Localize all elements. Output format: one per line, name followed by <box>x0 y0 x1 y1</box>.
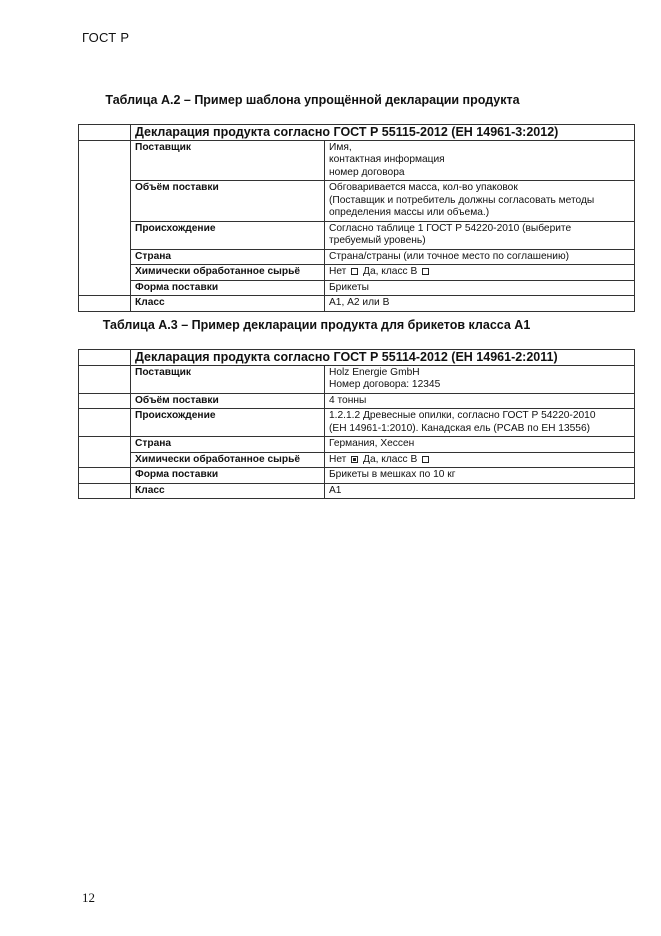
form-label: Форма поставки <box>131 280 325 296</box>
table-a3 <box>78 349 635 499</box>
checkbox-yes[interactable] <box>422 268 429 275</box>
volume-value: 4 тонны <box>325 393 635 409</box>
table-a3-corner <box>79 350 131 366</box>
form-value: Брикеты в мешках по 10 кг <box>325 468 635 484</box>
table-a2 <box>78 124 635 312</box>
chem-yes-text: Да, класс В <box>363 266 418 277</box>
supplier-line: Номер договора: 12345 <box>329 379 441 390</box>
table-a3-left-cell <box>79 437 131 468</box>
supplier-line: Имя, <box>329 141 352 153</box>
document-header: ГОСТ Р <box>82 30 130 45</box>
class-value: А1 <box>325 483 635 499</box>
origin-value <box>325 409 635 437</box>
form-label: Форма поставки <box>131 468 325 484</box>
chem-label: Химически обработанное сырьё <box>131 452 325 468</box>
table-a3-left-cell <box>79 468 131 484</box>
page-number: 12 <box>82 890 95 905</box>
table-a2-left-column-bottom <box>79 296 131 312</box>
country-value: Страна/страны (или точное место по соглашению) <box>325 249 635 265</box>
supplier-label: Поставщик <box>131 365 325 393</box>
origin-label: Происхождение <box>131 409 325 437</box>
country-value: Германия, Хессен <box>325 437 635 453</box>
table-a3-heading: Декларация продукта согласно ГОСТ Р 55114-2012 (ЕН 14961-2:2011) <box>131 350 635 366</box>
class-label: Класс <box>131 483 325 499</box>
volume-line: (Поставщик и потребитель должны согласовать методы <box>329 194 595 206</box>
table-a2-corner <box>79 125 131 141</box>
chem-no-text: Нет <box>329 266 347 277</box>
supplier-label: Поставщик <box>131 140 325 181</box>
checkbox-yes[interactable] <box>422 456 429 463</box>
supplier-value <box>325 365 635 393</box>
chem-yes-text: Да, класс В <box>363 453 418 465</box>
checkbox-no[interactable] <box>351 268 358 275</box>
table-a3-left-cell <box>79 365 131 393</box>
table-a3-left-cell <box>79 409 131 437</box>
chem-no-text: Нет <box>329 453 347 465</box>
table-a2-heading: Декларация продукта согласно ГОСТ Р 55115-2012 (ЕН 14961-3:2012) <box>131 125 635 141</box>
table-a2-caption: Таблица А.2 – Пример шаблона упрощённой декларации продукта <box>105 93 520 107</box>
origin-value <box>325 221 635 249</box>
class-value: А1, А2 или В <box>325 296 635 312</box>
volume-label: Объём поставки <box>131 181 325 222</box>
origin-line: (ЕН 14961-1:2010). Канадская ель (PCAB по ЕН 13556) <box>329 422 591 434</box>
supplier-line: Holz Energie GmbH <box>329 366 420 378</box>
class-label: Класс <box>131 296 325 312</box>
table-a3-left-cell <box>79 393 131 409</box>
country-label: Страна <box>131 249 325 265</box>
table-a2-left-column <box>79 140 131 296</box>
table-a3-left-cell <box>79 483 131 499</box>
supplier-line: контактная информация <box>329 154 445 165</box>
checkbox-no[interactable] <box>351 456 358 463</box>
form-value: Брикеты <box>325 280 635 296</box>
supplier-value <box>325 140 635 181</box>
origin-line: 1.2.1.2 Древесные опилки, согласно ГОСТ Р 54220-2010 <box>329 410 596 421</box>
origin-line: Согласно таблице 1 ГОСТ Р 54220-2010 (выберите <box>329 222 572 234</box>
table-a3-caption: Таблица А.3 – Пример декларации продукта для брикетов класса А1 <box>102 318 531 332</box>
volume-line: Обговаривается масса, кол-во упаковок <box>329 182 518 193</box>
volume-value <box>325 181 635 222</box>
volume-line: определения массы или объема.) <box>329 207 490 218</box>
chem-label: Химически обработанное сырьё <box>131 265 325 281</box>
origin-line: требуемый уровень) <box>329 235 426 246</box>
supplier-line: номер договора <box>329 166 405 178</box>
volume-label: Объём поставки <box>131 393 325 409</box>
chem-value <box>325 265 635 281</box>
country-label: Страна <box>131 437 325 453</box>
chem-value <box>325 452 635 468</box>
origin-label: Происхождение <box>131 221 325 249</box>
